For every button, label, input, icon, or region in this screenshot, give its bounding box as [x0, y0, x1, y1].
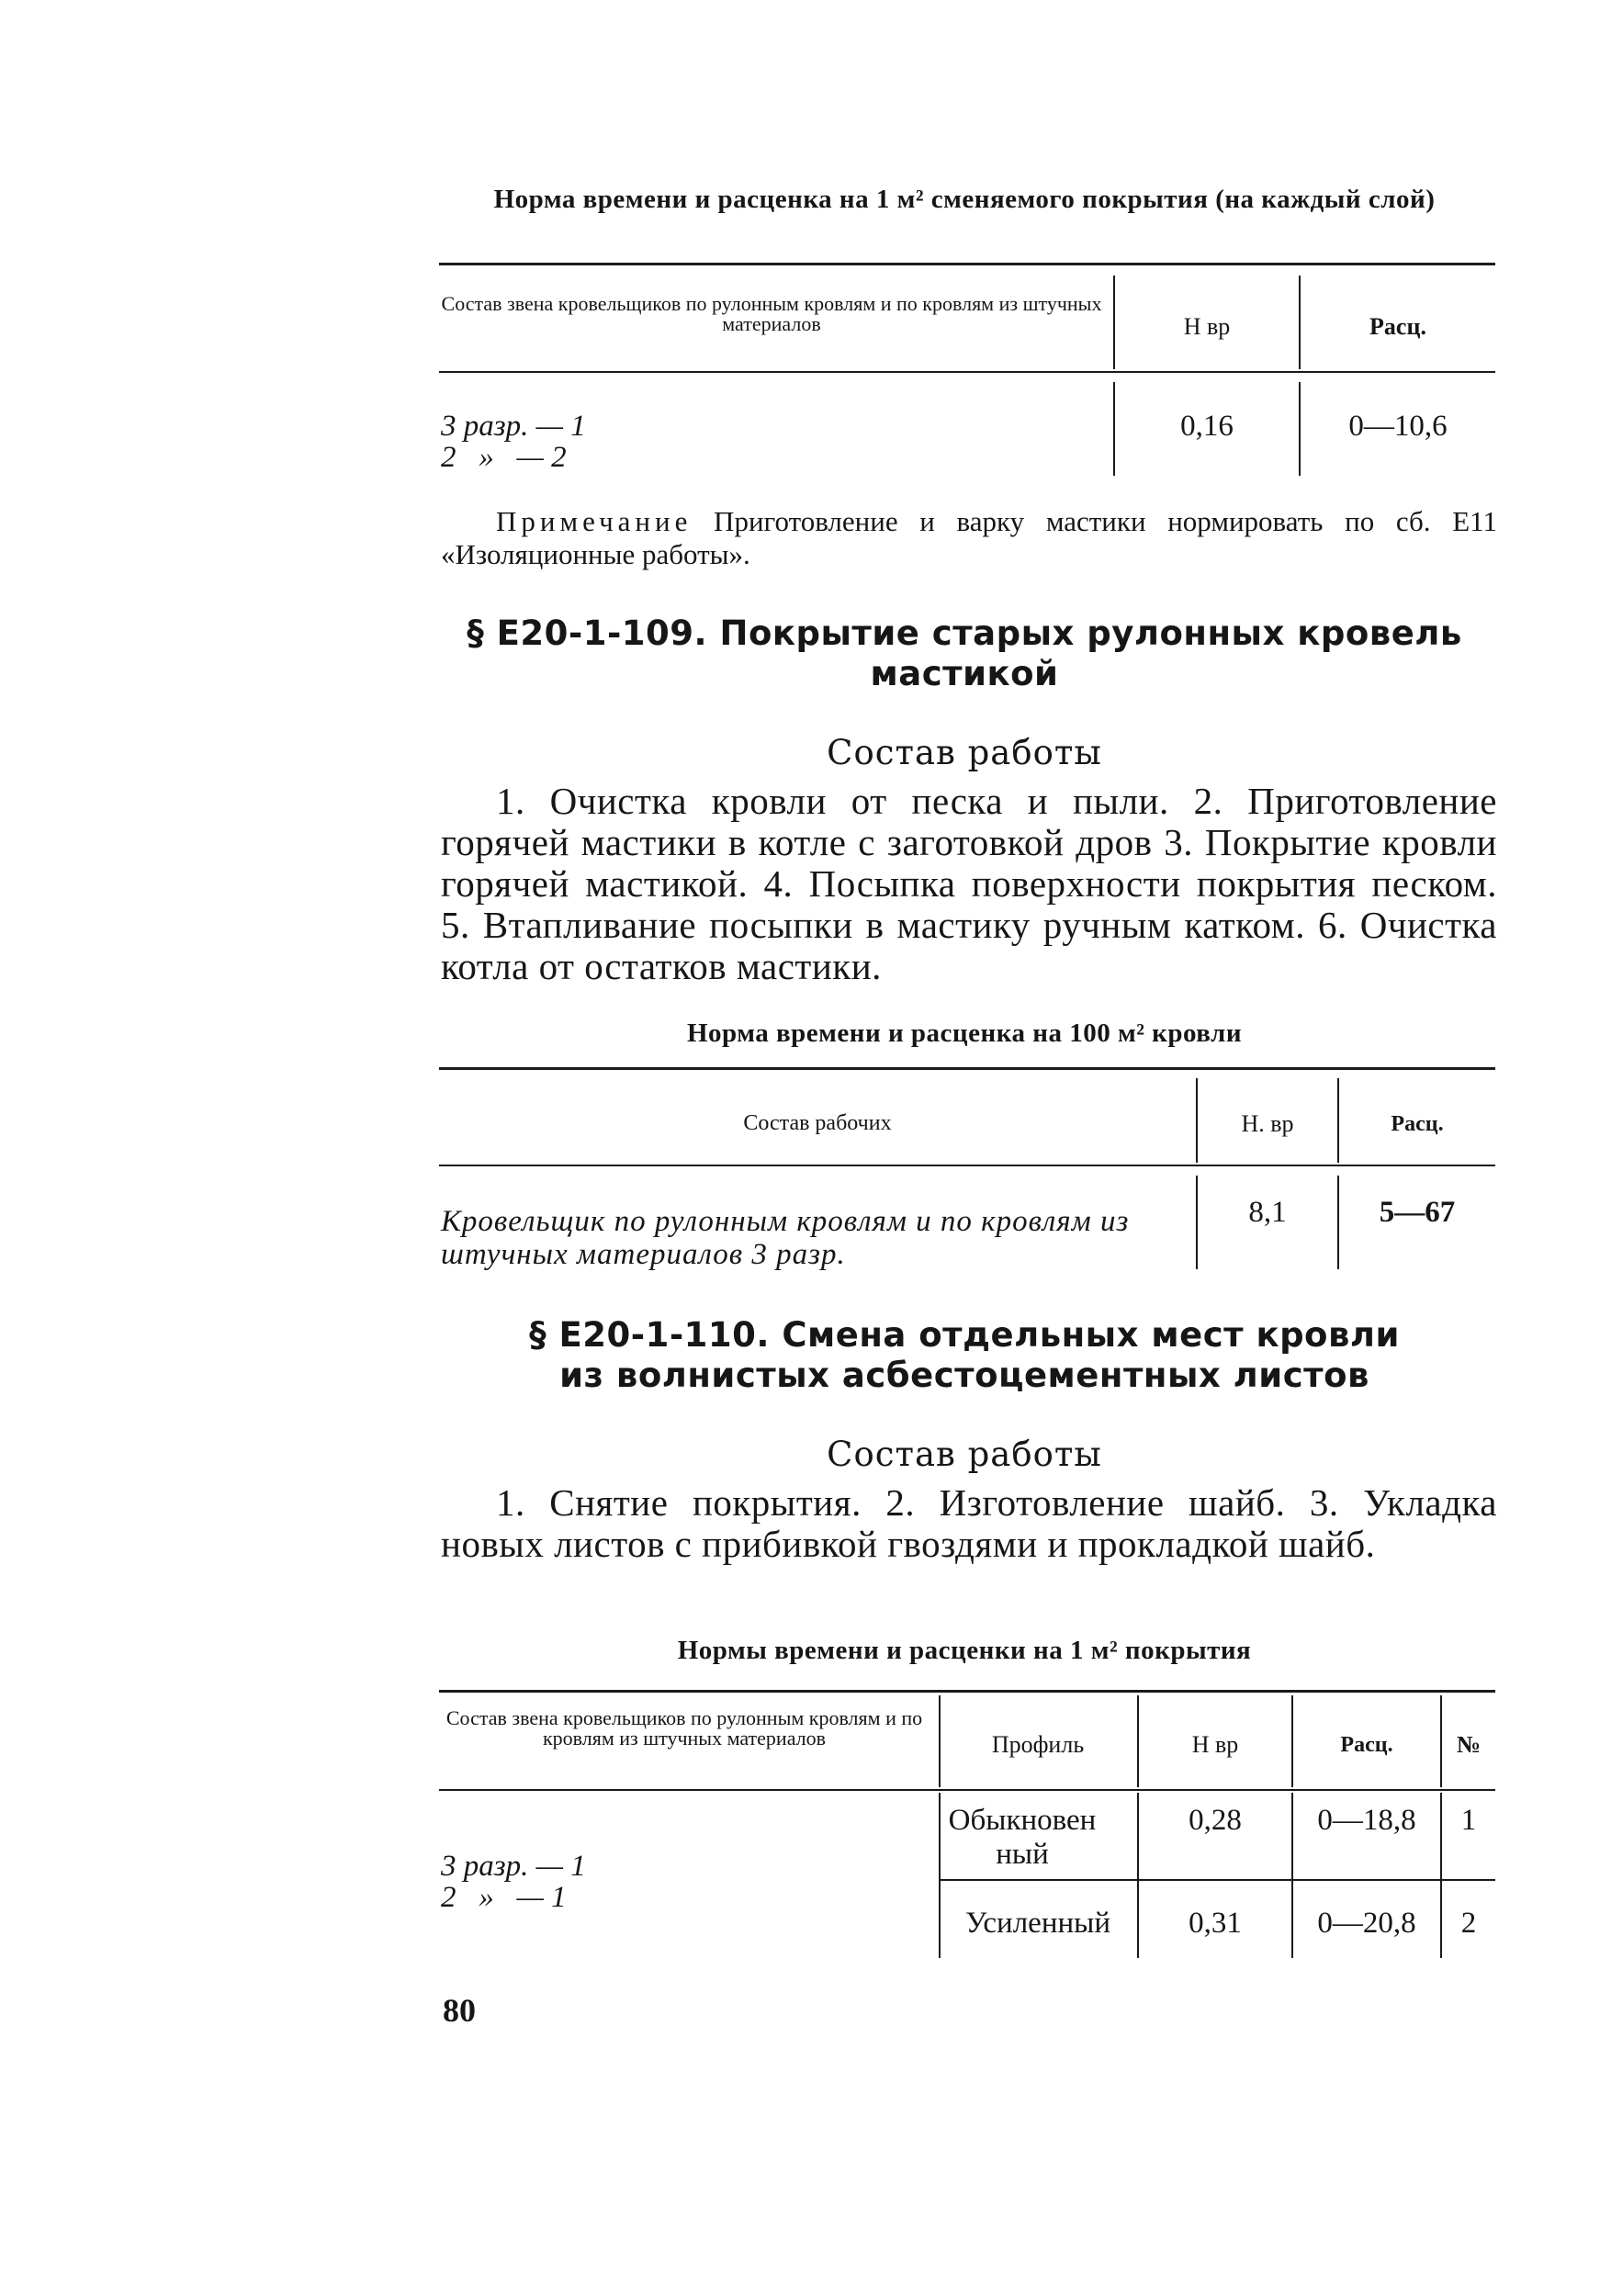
- page-number: 80: [443, 1992, 476, 2029]
- table1-header-rule: [439, 371, 1495, 373]
- section109-work-text: 1. Очистка кровли от песка и пыли. 2. Приготовление горячей мастики в котле с заготовкой дров 3. Покрытие кровли горячей мастикой. 4. Посыпка поверхности покрытия песком. 5. Втапливание посыпки в мастику ручным катком. 6. Очистка котла от остатков мастики.: [441, 780, 1497, 987]
- table1-crew-line1: 3 разр. — 1: [441, 410, 586, 443]
- section110-title-line2: из волнистых асбестоцементных листов: [559, 1356, 1369, 1395]
- section110-title-line1: § Е20-1-110. Смена отдельных мест кровли: [529, 1315, 1400, 1355]
- table1-norm: 0,16: [1180, 410, 1234, 443]
- table1-crew-line2: 2 » — 2: [441, 441, 567, 474]
- table2-header-rate: Расц.: [1391, 1112, 1444, 1136]
- table3-row2-norm: 0,31: [1189, 1907, 1242, 1940]
- table3-top-rule: [439, 1690, 1495, 1693]
- table3-header-norm: Н вр: [1191, 1731, 1239, 1758]
- section110-work-text: 1. Снятие покрытия. 2. Изготовление шайб. 3. Укладка новых листов с прибивкой гвоздями и прокладкой шайб.: [441, 1481, 1497, 1565]
- table2-header-rule: [439, 1165, 1495, 1166]
- note-text: Приготовление и варку мастики нормировать по сб. Е11 «Изоляционные работы».: [441, 505, 1497, 570]
- table3-row1-profile: Обыкновенный: [948, 1804, 1097, 1871]
- section110-table-caption: Нормы времени и расценки на 1 м² покрытия: [677, 1636, 1252, 1665]
- section110-work-heading: Состав работы: [827, 1435, 1102, 1474]
- table3-crew-line2: 2 » — 1: [441, 1881, 567, 1914]
- section109-title-line2: мастикой: [870, 654, 1059, 693]
- table2-top-rule: [439, 1067, 1495, 1070]
- table3-header-crew: Состав звена кровельщиков по рулонным кровлям и по кровлям из штучных материалов: [445, 1706, 923, 1750]
- table2-crew: Кровельщик по рулонным кровлям и по кровлям из штучных материалов 3 разр.: [441, 1205, 1130, 1271]
- table3-row-rule: [939, 1879, 1495, 1881]
- section109-table-caption: Норма времени и расценка на 100 м² кровли: [686, 1019, 1243, 1048]
- section109-work-heading: Состав работы: [827, 733, 1102, 772]
- table1-caption: Норма времени и расценка на 1 м² сменяемого покрытия (на каждый слой): [493, 185, 1436, 214]
- table3-row2-rate: 0—20,8: [1317, 1907, 1416, 1940]
- table2-rate: 5—67: [1379, 1196, 1456, 1229]
- section109-title-line1: § Е20-1-109. Покрытие старых рулонных кровель: [467, 613, 1462, 653]
- table3-row1-norm: 0,28: [1189, 1804, 1242, 1837]
- table2-header-crew: Состав рабочих: [743, 1111, 892, 1135]
- table2-header-norm: Н. вр: [1241, 1110, 1294, 1137]
- table1-rate: 0—10,6: [1348, 410, 1448, 443]
- table3-header-rate: Расц.: [1340, 1733, 1393, 1757]
- table1-header-rate: Расц.: [1369, 313, 1426, 340]
- table3-row2-profile: Усиленный: [965, 1907, 1110, 1940]
- table2-norm: 8,1: [1248, 1196, 1287, 1229]
- table3-header-profile: Профиль: [991, 1731, 1085, 1758]
- table3-row2-num: 2: [1460, 1907, 1477, 1940]
- table3-row1-num: 1: [1460, 1804, 1477, 1837]
- table1-header-crew: Состав звена кровельщиков по рулонным кровлям и по кровлям из штучных материалов: [441, 292, 1102, 335]
- table1-header-norm: Н вр: [1183, 313, 1231, 340]
- note-paragraph: [441, 505, 1497, 571]
- table3-header-rule: [439, 1789, 1495, 1791]
- note-label: Примечание: [496, 505, 693, 537]
- table3-crew-line1: 3 разр. — 1: [441, 1850, 586, 1883]
- table3-row1-rate: 0—18,8: [1317, 1804, 1416, 1837]
- table3-header-num: №: [1456, 1731, 1482, 1758]
- table1-top-rule: [439, 263, 1495, 265]
